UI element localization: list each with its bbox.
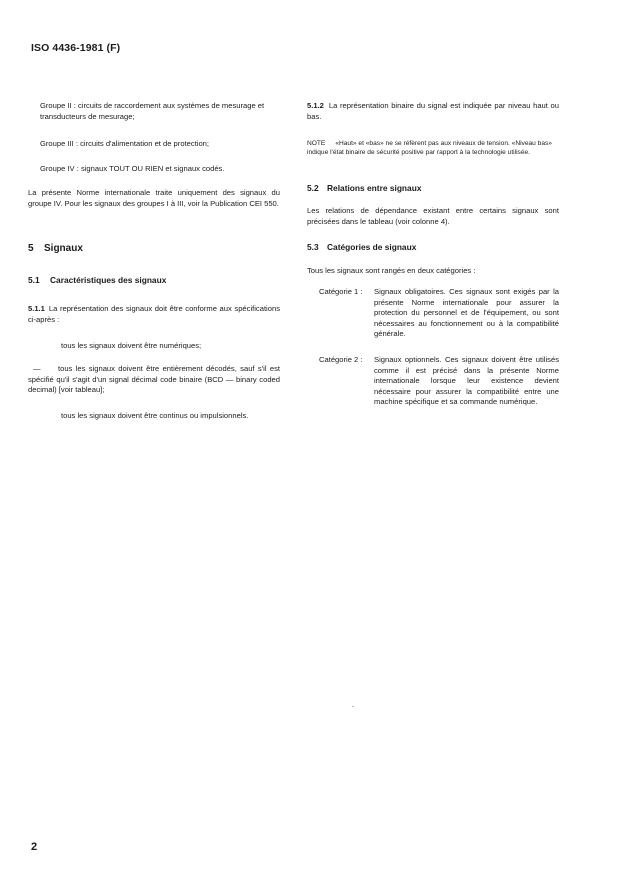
note-text: «Haut» et «bas» ne se réfèrent pas aux niveaux de tension. «Niveau bas» indique l'état binaire de sécurité positive par rapport à la technologie utilisée. xyxy=(307,140,552,156)
norme-paragraph: La présente Norme internationale traite uniquement des signaux du groupe IV. Pour les signaux des groupes I à III, voir la Publication CEI 550. xyxy=(28,188,280,208)
section-title: Caractéristiques des signaux xyxy=(50,275,167,285)
section-5-1-2-paragraph xyxy=(307,101,559,122)
document-header: ISO 4436-1981 (F) xyxy=(31,42,121,54)
bullet-dash: — xyxy=(33,364,41,373)
group-2-text: Groupe II : circuits de raccordement aux systèmes de mesurage et transducteurs de mesurage; xyxy=(40,101,265,121)
bullet-item: tous les signaux doivent être continus ou impulsionnels. xyxy=(61,411,249,420)
category-text: Signaux optionnels. Ces signaux doivent être utilisés comme il est précisé dans la présente Norme internationale lorsque leur existence devient nécessaire pour assurer la compatibilité entre une machine spécifique et sa commande numérique. xyxy=(374,355,559,407)
section-5-1-1-paragraph xyxy=(28,304,280,325)
section-number: 5.2 xyxy=(307,183,319,193)
bullet-text: tous les signaux doivent être entièrement décodés, sauf s'il est spécifié qu'il s'agit d'un signal décimal code binaire (BCD — binary coded decimal) [voir tableau]; xyxy=(28,364,280,395)
section-5-2-heading xyxy=(307,183,421,194)
section-5-heading xyxy=(28,244,83,255)
section-number: 5.1 xyxy=(28,275,40,285)
section-number: 5.3 xyxy=(307,242,319,252)
section-5-3-paragraph: Tous les signaux sont rangés en deux catégories : xyxy=(307,266,476,275)
category-text: Signaux obligatoires. Ces signaux sont exigés par la présente Norme internationale pour assurer la protection du personnel et de l'équipement, ou sont nécessaires au fonctionnement ou à la compatibilité générale. xyxy=(374,287,559,339)
section-number: 5.1.1 xyxy=(28,304,45,313)
section-number: 5.1.2 xyxy=(307,101,324,110)
section-title: Relations entre signaux xyxy=(327,183,422,193)
note-paragraph xyxy=(307,139,559,157)
section-number: 5 xyxy=(28,243,34,254)
paragraph-text: La représentation binaire du signal est indiquée par niveau haut ou bas. xyxy=(307,101,559,121)
group-4-text: Groupe IV : signaux TOUT OU RIEN et signaux codés. xyxy=(40,164,225,173)
section-title: Signaux xyxy=(44,243,83,254)
page-number: 2 xyxy=(31,841,38,853)
paragraph-text: La représentation des signaux doit être conforme aux spécifications ci-après : xyxy=(28,304,280,324)
note-label: NOTE xyxy=(307,140,326,147)
scan-speck xyxy=(352,706,354,707)
section-5-3-heading xyxy=(307,242,416,253)
section-5-2-paragraph: Les relations de dépendance existant entre certains signaux sont précisées dans le tableau (voir colonne 4). xyxy=(307,206,559,226)
group-3-text: Groupe III : circuits d'alimentation et de protection; xyxy=(40,139,210,148)
category-label: Catégorie 2 : xyxy=(319,355,363,364)
section-5-1-heading xyxy=(28,275,166,286)
bullet-item xyxy=(28,364,280,396)
bullet-item: tous les signaux doivent être numériques; xyxy=(61,341,202,350)
category-label: Catégorie 1 : xyxy=(319,287,363,296)
section-title: Catégories de signaux xyxy=(327,242,417,252)
